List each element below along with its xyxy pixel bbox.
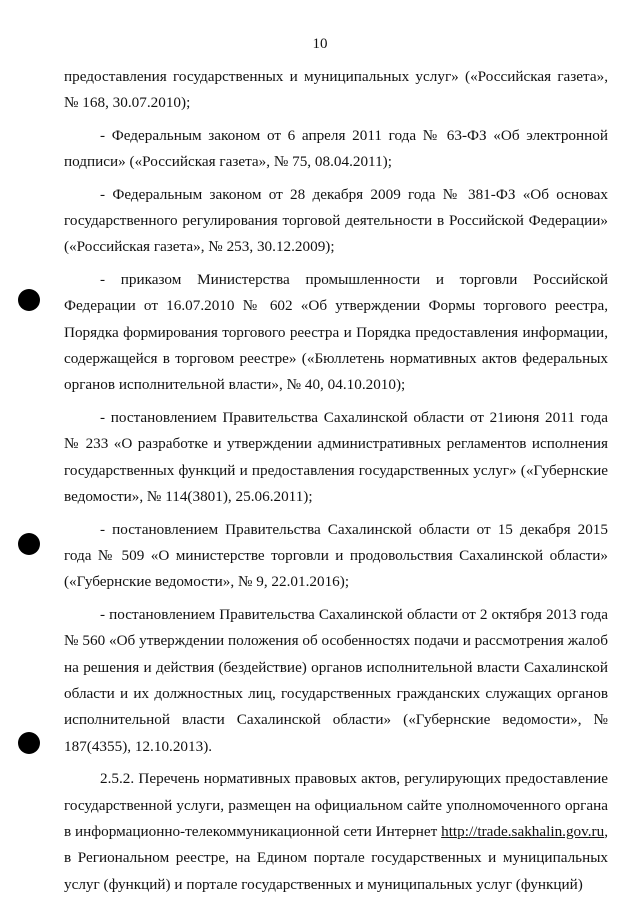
list-item: - Федеральным законом от 28 декабря 2009 года № 381-ФЗ «Об основах государственного регулирования торговой деятельности в Российской Федерации» («Российская газета», № 253, 30.12.2009); (64, 185, 608, 256)
punch-hole (18, 533, 40, 555)
section-2-5-2 (64, 766, 608, 898)
punch-hole (18, 732, 40, 754)
document-body (64, 64, 608, 904)
list-item: - постановлением Правительства Сахалинской области от 2 октября 2013 года № 560 «Об утверждении положения об особенностях подачи и рассмотрения жалоб на решения и действия (бездействие) органов исполнительной власти Сахалинской области и их должностных лиц, государственных гражданских служащих органов исполнительной власти Сахалинской области» («Губернские ведомости», № 187(4355), 12.10.2013). (64, 605, 608, 755)
page-number: 10 (312, 36, 328, 52)
section-text: , в Региональном реестре, на Едином портале государственных и муниципальных услуг (функций) и портале государственных и муниципальных услуг (функций) (64, 822, 608, 893)
punch-hole (18, 289, 40, 311)
list-item: - Федеральным законом от 6 апреля 2011 года № 63-ФЗ «Об электронной подписи» («Российская газета», № 75, 08.04.2011); (64, 126, 608, 171)
list-item: - приказом Министерства промышленности и торговли Российской Федерации от 16.07.2010 № 602 «Об утверждении Формы торгового реестра, Порядка формирования торгового реестра и Порядка предоставления информации, содержащейся в торговом реестре» («Бюллетень нормативных актов федеральных органов исполнительной власти», № 40, 04.10.2010); (64, 270, 608, 394)
paragraph-continuation: предоставления государственных и муниципальных услуг» («Российская газета», № 168, 30.07.2010); (64, 68, 608, 112)
list-item: - постановлением Правительства Сахалинской области от 15 декабря 2015 года № 509 «О министерстве торговли и продовольствия Сахалинской области» («Губернские ведомости», № 9, 22.01.2016); (64, 520, 608, 591)
list-item: - постановлением Правительства Сахалинской области от 21июня 2011 года № 233 «О разработке и утверждении административных регламентов исполнения государственных функций и предоставления государственных услуг» («Губернские ведомости», № 114(3801), 25.06.2011); (64, 408, 608, 506)
website-link[interactable]: http://trade.sakhalin.gov.ru (441, 822, 605, 840)
section-text: 2.5.2. Перечень нормативных правовых актов, регулирующих предоставление государственной услуги, размещен на официальном сайте уполномоченного органа в информационно-телекоммуникационной сети Интернет (64, 770, 608, 840)
